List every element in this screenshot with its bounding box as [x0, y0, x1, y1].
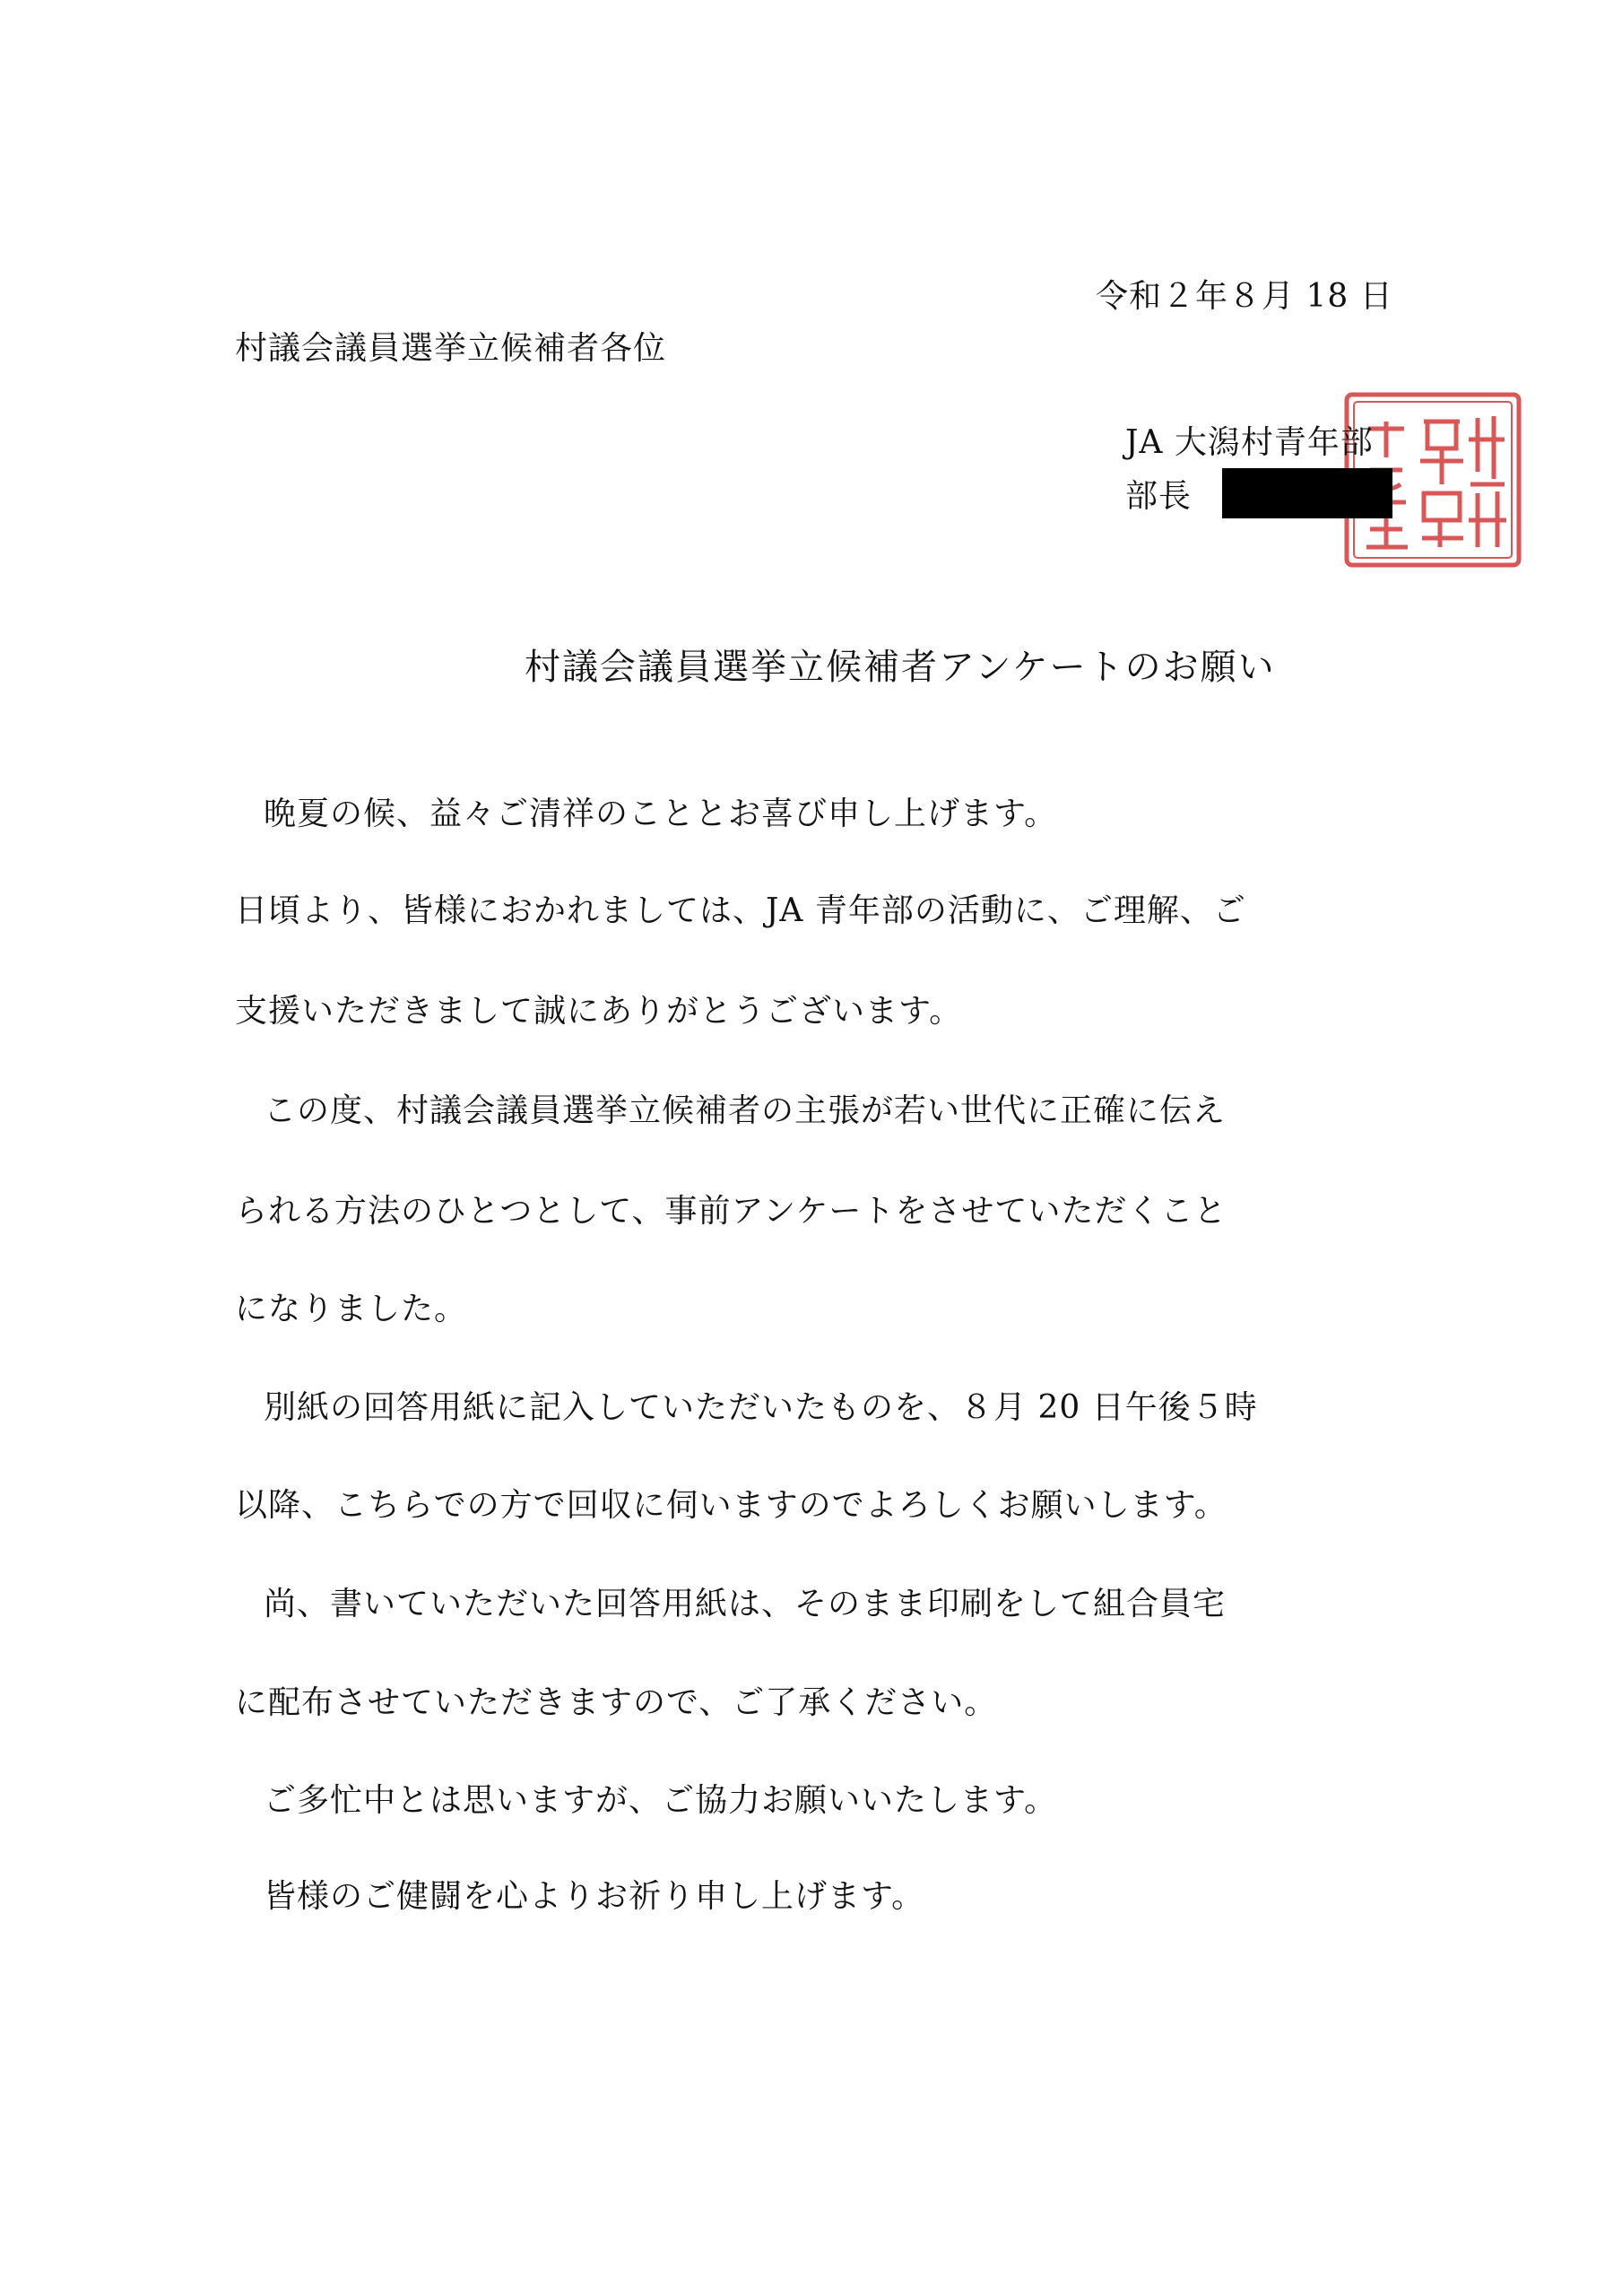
body-line: になりました。 [235, 1291, 468, 1327]
body-line: 以降、こちらでの方で回収に伺いますのでよろしくお願いします。 [235, 1487, 1227, 1524]
redacted-name [1222, 468, 1392, 518]
sender-role: 部長 [1125, 478, 1193, 515]
addressee: 村議会議員選挙立候補者各位 [235, 330, 667, 367]
body-line: この度、村議会議員選挙立候補者の主張が若い世代に正確に伝え [264, 1092, 1227, 1129]
body-line: 晩夏の候、益々ご清祥のこととお喜び申し上げます。 [264, 796, 1058, 832]
body-line: 皆様のご健闘を心よりお祈り申し上げます。 [264, 1878, 925, 1915]
body-line: られる方法のひとつとして、事前アンケートをさせていただくこと [235, 1193, 1227, 1230]
body-line: 日頃より、皆様におかれましては、JA 青年部の活動に、ご理解、ご [235, 892, 1246, 929]
body-line: 支援いただきまして誠にありがとうございます。 [235, 993, 963, 1030]
body-line: に配布させていただきますので、ご了承ください。 [235, 1684, 998, 1721]
body-line: 尚、書いていただいた回答用紙は、そのまま印刷をして組合員宅 [264, 1586, 1227, 1622]
body-line: ご多忙中とは思いますが、ご協力お願いいたします。 [264, 1782, 1058, 1819]
sender-organization: JA 大潟村青年部 [1125, 424, 1374, 461]
document-title: 村議会議員選挙立候補者アンケートのお願い [525, 647, 1276, 688]
document-date: 令和２年８月 18 日 [1096, 278, 1393, 315]
body-line: 別紙の回答用紙に記入していただいたものを、８月 20 日午後５時 [264, 1389, 1258, 1426]
